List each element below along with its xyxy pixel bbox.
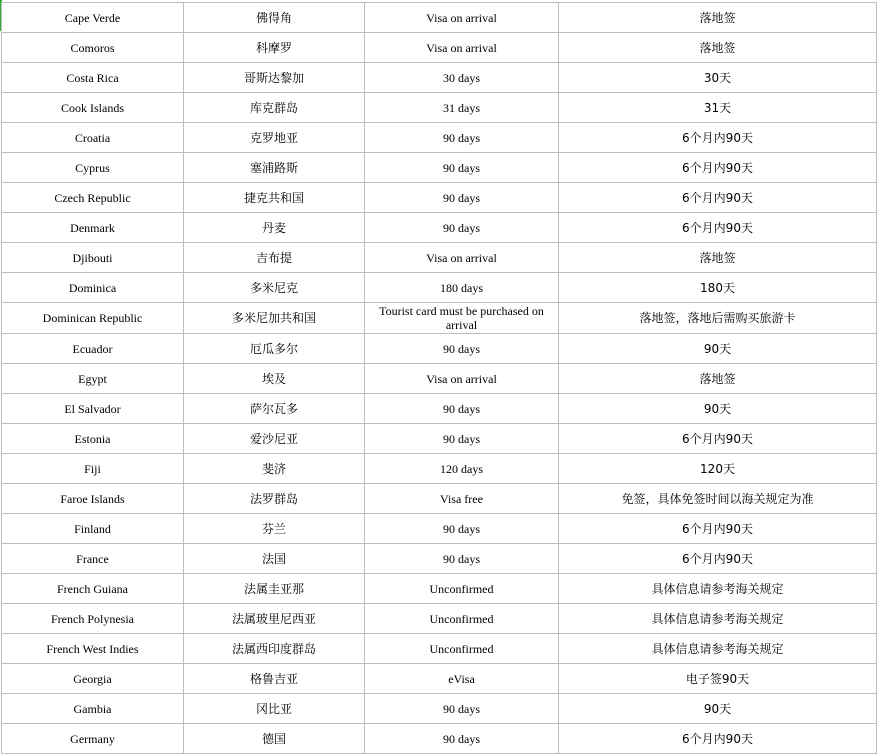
table-row [2, 334, 877, 364]
country-zh-cell[interactable]: 法属玻里尼西亚 [184, 604, 365, 634]
policy-en-cell[interactable]: 90 days [365, 183, 559, 213]
country-en-cell[interactable]: Djibouti [2, 243, 184, 273]
policy-zh-cell[interactable]: 具体信息请参考海关规定 [559, 604, 877, 634]
country-zh-cell[interactable]: 法罗群岛 [184, 484, 365, 514]
country-zh-cell[interactable]: 丹麦 [184, 213, 365, 243]
policy-en-cell[interactable]: Visa on arrival [365, 3, 559, 33]
table-row [2, 634, 877, 664]
country-en-cell[interactable]: Dominica [2, 273, 184, 303]
policy-en-cell[interactable]: Unconfirmed [365, 574, 559, 604]
policy-en-cell[interactable]: 90 days [365, 334, 559, 364]
table-body [2, 3, 877, 754]
table-row [2, 123, 877, 153]
country-en-cell[interactable]: France [2, 544, 184, 574]
policy-en-cell[interactable]: Visa on arrival [365, 243, 559, 273]
policy-zh-cell[interactable]: 6个月内90天 [559, 213, 877, 243]
policy-en-cell[interactable]: Visa on arrival [365, 364, 559, 394]
country-zh-cell[interactable]: 克罗地亚 [184, 123, 365, 153]
policy-zh-cell[interactable]: 6个月内90天 [559, 183, 877, 213]
country-en-cell[interactable]: Georgia [2, 664, 184, 694]
policy-zh-cell[interactable]: 落地签，落地后需购买旅游卡 [559, 303, 877, 334]
policy-en-cell[interactable]: 90 days [365, 544, 559, 574]
policy-zh-cell[interactable]: 90天 [559, 394, 877, 424]
country-en-cell[interactable]: Fiji [2, 454, 184, 484]
country-zh-cell[interactable]: 厄瓜多尔 [184, 334, 365, 364]
policy-zh-cell[interactable]: 具体信息请参考海关规定 [559, 574, 877, 604]
country-zh-cell[interactable]: 捷克共和国 [184, 183, 365, 213]
policy-zh-cell[interactable]: 电子签90天 [559, 664, 877, 694]
policy-zh-cell[interactable]: 免签，具体免签时间以海关规定为准 [559, 484, 877, 514]
table-row [2, 33, 877, 63]
country-zh-cell[interactable]: 法属西印度群岛 [184, 634, 365, 664]
table-row [2, 574, 877, 604]
table-row [2, 3, 877, 33]
policy-en-cell[interactable]: Visa on arrival [365, 33, 559, 63]
policy-zh-cell[interactable]: 落地签 [559, 33, 877, 63]
table-row [2, 63, 877, 93]
policy-zh-cell[interactable]: 落地签 [559, 364, 877, 394]
country-en-cell[interactable]: Croatia [2, 123, 184, 153]
country-zh-cell[interactable]: 萨尔瓦多 [184, 394, 365, 424]
country-zh-cell[interactable]: 佛得角 [184, 3, 365, 33]
country-en-cell[interactable]: Gambia [2, 694, 184, 724]
policy-zh-cell[interactable]: 6个月内90天 [559, 724, 877, 754]
policy-en-cell[interactable]: 90 days [365, 153, 559, 183]
table-row [2, 724, 877, 754]
policy-zh-cell[interactable]: 90天 [559, 694, 877, 724]
policy-zh-cell[interactable]: 120天 [559, 454, 877, 484]
policy-en-cell[interactable]: 90 days [365, 724, 559, 754]
country-en-cell[interactable]: Germany [2, 724, 184, 754]
country-en-cell[interactable]: French West Indies [2, 634, 184, 664]
policy-zh-cell[interactable]: 6个月内90天 [559, 424, 877, 454]
table-row [2, 273, 877, 303]
country-zh-cell[interactable]: 塞浦路斯 [184, 153, 365, 183]
policy-en-cell[interactable]: 120 days [365, 454, 559, 484]
policy-zh-cell[interactable]: 6个月内90天 [559, 123, 877, 153]
country-zh-cell[interactable]: 埃及 [184, 364, 365, 394]
country-en-cell[interactable]: Cape Verde [2, 3, 184, 33]
country-zh-cell[interactable]: 法国 [184, 544, 365, 574]
country-zh-cell[interactable]: 多米尼加共和国 [184, 303, 365, 334]
table-row [2, 514, 877, 544]
policy-zh-cell[interactable]: 30天 [559, 63, 877, 93]
table-row [2, 424, 877, 454]
policy-zh-cell[interactable]: 落地签 [559, 3, 877, 33]
country-en-cell[interactable]: Czech Republic [2, 183, 184, 213]
table-row [2, 243, 877, 273]
policy-en-cell[interactable]: 30 days [365, 63, 559, 93]
table-row [2, 664, 877, 694]
country-zh-cell[interactable]: 德国 [184, 724, 365, 754]
table-row [2, 93, 877, 123]
policy-en-cell[interactable]: 90 days [365, 213, 559, 243]
country-en-cell[interactable]: Costa Rica [2, 63, 184, 93]
country-zh-cell[interactable]: 冈比亚 [184, 694, 365, 724]
policy-zh-cell[interactable]: 90天 [559, 334, 877, 364]
policy-en-cell[interactable]: eVisa [365, 664, 559, 694]
table-row [2, 604, 877, 634]
table-row [2, 153, 877, 183]
country-en-cell[interactable]: Cook Islands [2, 93, 184, 123]
country-en-cell[interactable]: El Salvador [2, 394, 184, 424]
table-row [2, 213, 877, 243]
country-zh-cell[interactable]: 库克群岛 [184, 93, 365, 123]
policy-en-cell[interactable]: Unconfirmed [365, 604, 559, 634]
policy-zh-cell[interactable]: 落地签 [559, 243, 877, 273]
country-en-cell[interactable]: Ecuador [2, 334, 184, 364]
country-en-cell[interactable]: Denmark [2, 213, 184, 243]
country-en-cell[interactable]: Estonia [2, 424, 184, 454]
table-row [2, 364, 877, 394]
country-zh-cell[interactable]: 芬兰 [184, 514, 365, 544]
policy-en-cell[interactable]: 90 days [365, 424, 559, 454]
country-en-cell[interactable]: French Polynesia [2, 604, 184, 634]
table-row [2, 183, 877, 213]
country-zh-cell[interactable]: 格鲁吉亚 [184, 664, 365, 694]
policy-en-cell[interactable]: 90 days [365, 514, 559, 544]
country-en-cell[interactable]: Cyprus [2, 153, 184, 183]
policy-zh-cell[interactable]: 6个月内90天 [559, 153, 877, 183]
country-en-cell[interactable]: French Guiana [2, 574, 184, 604]
policy-en-cell[interactable]: 180 days [365, 273, 559, 303]
country-en-cell[interactable]: Finland [2, 514, 184, 544]
policy-en-cell[interactable]: 90 days [365, 394, 559, 424]
table-row [2, 694, 877, 724]
table-row [2, 303, 877, 334]
policy-en-cell[interactable]: Tourist card must be purchased on arrival [365, 303, 559, 334]
country-zh-cell[interactable]: 斐济 [184, 454, 365, 484]
country-zh-cell[interactable]: 科摩罗 [184, 33, 365, 63]
policy-zh-cell[interactable]: 6个月内90天 [559, 544, 877, 574]
country-zh-cell[interactable]: 多米尼克 [184, 273, 365, 303]
table-row [2, 394, 877, 424]
country-zh-cell[interactable]: 吉布提 [184, 243, 365, 273]
country-en-cell[interactable]: Comoros [2, 33, 184, 63]
country-zh-cell[interactable]: 法属圭亚那 [184, 574, 365, 604]
policy-zh-cell[interactable]: 具体信息请参考海关规定 [559, 634, 877, 664]
country-zh-cell[interactable]: 哥斯达黎加 [184, 63, 365, 93]
country-en-cell[interactable]: Faroe Islands [2, 484, 184, 514]
country-en-cell[interactable]: Egypt [2, 364, 184, 394]
policy-en-cell[interactable]: 90 days [365, 694, 559, 724]
table-row [2, 484, 877, 514]
table-row [2, 544, 877, 574]
policy-en-cell[interactable]: 31 days [365, 93, 559, 123]
policy-en-cell[interactable]: Visa free [365, 484, 559, 514]
policy-zh-cell[interactable]: 6个月内90天 [559, 514, 877, 544]
country-zh-cell[interactable]: 爱沙尼亚 [184, 424, 365, 454]
policy-zh-cell[interactable]: 180天 [559, 273, 877, 303]
visa-policy-table [1, 2, 877, 754]
country-en-cell[interactable]: Dominican Republic [2, 303, 184, 334]
policy-en-cell[interactable]: 90 days [365, 123, 559, 153]
policy-zh-cell[interactable]: 31天 [559, 93, 877, 123]
table-row [2, 454, 877, 484]
policy-en-cell[interactable]: Unconfirmed [365, 634, 559, 664]
